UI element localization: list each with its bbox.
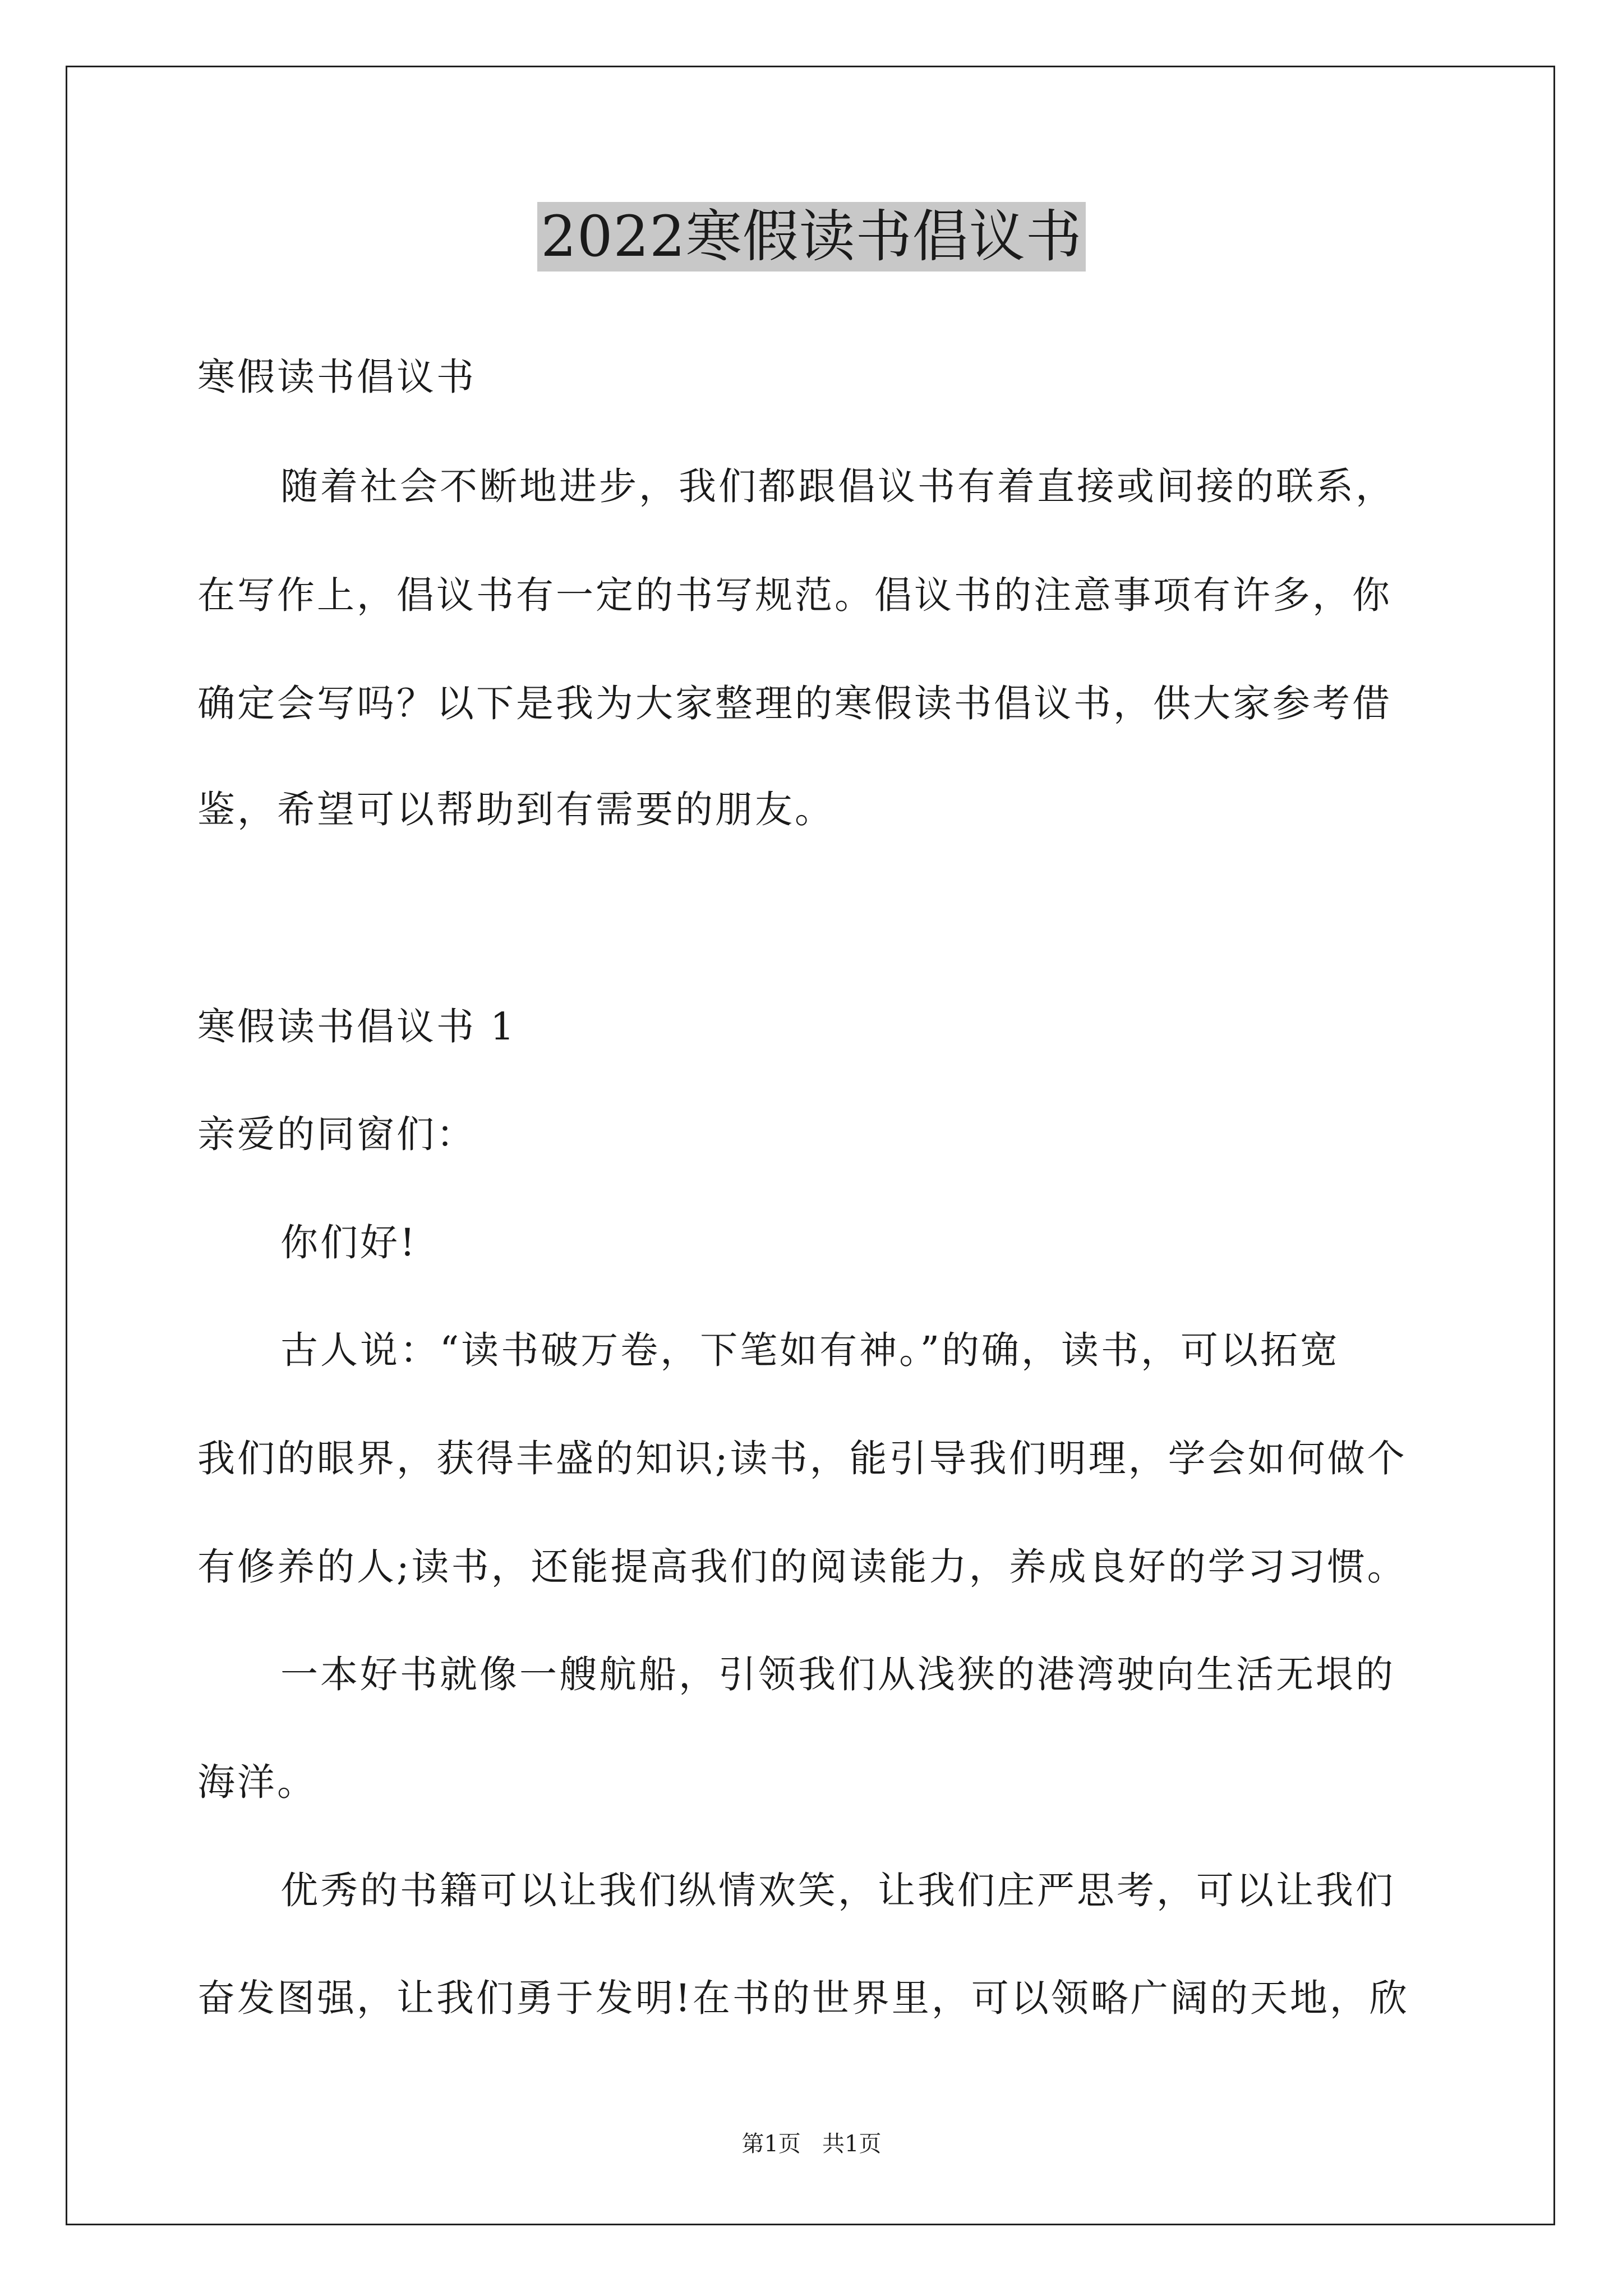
- body-line-5: 海洋。: [197, 1760, 317, 1804]
- body-line-7: 奋发图强，让我们勇于发明!在书的世界里，可以领略广阔的天地，欣: [197, 1976, 1409, 2020]
- intro-line-2: 在写作上，倡议书有一定的书写规范。倡议书的注意事项有许多，你: [197, 573, 1392, 617]
- intro-line-4: 鉴，希望可以帮助到有需要的朋友。: [197, 788, 834, 831]
- document-title: 2022寒假读书倡议书: [537, 202, 1086, 272]
- subtitle-line: 寒假读书倡议书: [197, 355, 476, 399]
- intro-line-3: 确定会写吗？以下是我为大家整理的寒假读书倡议书，供大家参考借: [197, 682, 1392, 725]
- body-line-1: 古人说：“读书破万卷，下笔如有神。”的确，读书，可以拓宽: [280, 1328, 1340, 1372]
- greeting-line: 你们好!: [280, 1221, 417, 1264]
- page-footer: 第1页 共1页: [741, 2131, 882, 2157]
- body-line-3: 有修养的人;读书，还能提高我们的阅读能力，养成良好的学习习惯。: [197, 1545, 1407, 1589]
- intro-line-1: 随着社会不断地进步，我们都跟倡议书有着直接或间接的联系，: [280, 464, 1395, 508]
- salutation-line: 亲爱的同窗们：: [197, 1112, 476, 1156]
- body-line-4: 一本好书就像一艘航船，引领我们从浅狭的港湾驶向生活无垠的: [280, 1653, 1395, 1696]
- section-heading: 寒假读书倡议书 1: [197, 1005, 517, 1048]
- body-line-6: 优秀的书籍可以让我们纵情欢笑，让我们庄严思考，可以让我们: [280, 1869, 1395, 1912]
- title-container: [0, 202, 1623, 272]
- body-line-2: 我们的眼界，获得丰盛的知识;读书，能引导我们明理，学会如何做个: [197, 1437, 1407, 1480]
